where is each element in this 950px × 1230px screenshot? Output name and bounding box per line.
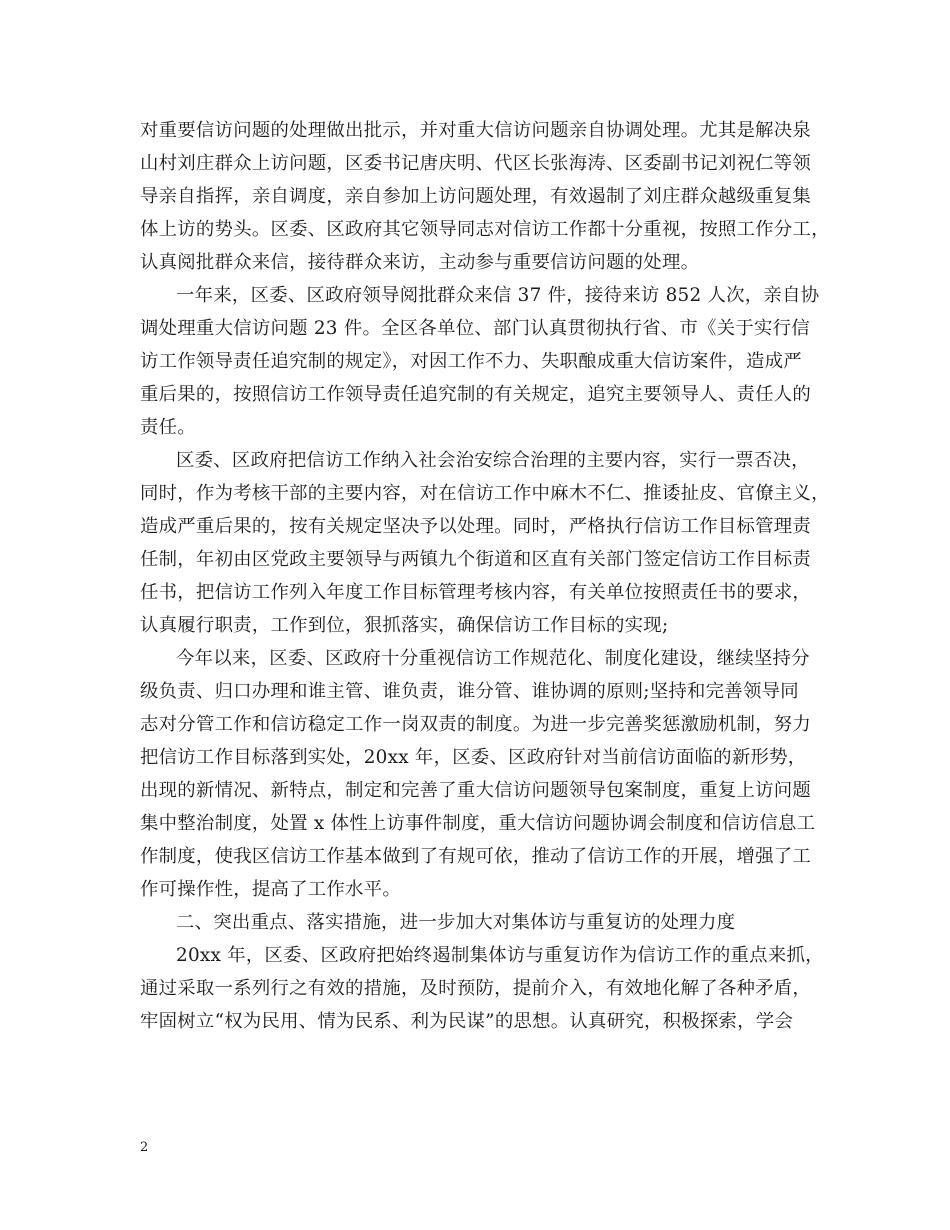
text-line: 重后果的，按照信访工作领导责任追究制的有关规定，追究主要领导人、责任人的 xyxy=(140,384,812,405)
text-line: 对重要信访问题的处理做出批示，并对重大信访问题亲自协调处理。尤其是解决泉 xyxy=(140,120,812,141)
text-line: 把信访工作目标落到实处，20xx 年，区委、区政府针对当前信访面临的新形势， xyxy=(140,747,807,768)
paragraph xyxy=(140,444,830,642)
text-line: 调处理重大信访问题 23 件。全区各单位、部门认真贯彻执行省、市《关于实行信 xyxy=(140,318,810,339)
text-line: 一年来，区委、区政府领导阅批群众来信 37 件，接待来访 852 人次，亲自协 xyxy=(176,285,820,306)
body-text xyxy=(140,114,830,1038)
text-line: 任书，把信访工作列入年度工作目标管理考核内容，有关单位按照责任书的要求， xyxy=(140,582,812,603)
text-line: 牢固树立“权为民用、情为民系、利为民谋”的思想。认真研究，积极探索，学会 xyxy=(140,1011,794,1032)
text-line: 任制，年初由区党政主要领导与两镇九个街道和区直有关部门签定信访工作目标责 xyxy=(140,549,812,570)
text-line: 访工作领导责任追究制的规定》，对因工作不力、失职酿成重大信访案件，造成严 xyxy=(140,351,802,372)
text-line: 20xx 年，区委、区政府把始终遏制集体访与重复访作为信访工作的重点来抓， xyxy=(176,945,824,966)
text-line: 作制度，使我区信访工作基本做到了有规可依，推动了信访工作的开展，增强了工 xyxy=(140,846,812,867)
text-line: 级负责、归口办理和谁主管、谁负责，谁分管、谁协调的原则;坚持和完善领导同 xyxy=(140,681,799,702)
text-line: 造成严重后果的，按有关规定坚决予以处理。同时，严格执行信访工作目标管理责 xyxy=(140,516,812,537)
text-line: 导亲自指挥，亲自调度，亲自参加上访问题处理，有效遏制了刘庄群众越级重复集 xyxy=(140,186,812,207)
text-line: 山村刘庄群众上访问题，区委书记唐庆明、代区长张海涛、区委副书记刘祝仁等领 xyxy=(140,153,812,174)
text-line: 二、突出重点、落实措施，进一步加大对集体访与重复访的处理力度 xyxy=(176,912,736,933)
text-line: 志对分管工作和信访稳定工作一岗双责的制度。为进一步完善奖惩激励机制，努力 xyxy=(140,714,812,735)
text-line: 认真阅批群众来信，接待群众来访，主动参与重要信访问题的处理。 xyxy=(140,252,700,273)
text-line: 出现的新情况、新特点，制定和完善了重大信访问题领导包案制度，重复上访问题 xyxy=(140,780,812,801)
paragraph xyxy=(140,114,830,279)
text-line: 同时，作为考核干部的主要内容，对在信访工作中麻木不仁、推诿扯皮、官僚主义， xyxy=(140,483,830,504)
text-line: 区委、区政府把信访工作纳入社会治安综合治理的主要内容，实行一票否决， xyxy=(176,450,810,471)
text-line: 今年以来，区委、区政府十分重视信访工作规范化、制度化建设，继续坚持分 xyxy=(176,648,810,669)
text-line: 作可操作性，提高了工作水平。 xyxy=(140,879,401,900)
text-line: 认真履行职责，工作到位，狠抓落实，确保信访工作目标的实现; xyxy=(140,615,669,636)
page-number: 2 xyxy=(140,1140,149,1155)
text-line: 责任。 xyxy=(140,417,196,438)
text-line: 集中整治制度，处置 x 体性上访事件制度，重大信访问题协调会制度和信访信息工 xyxy=(140,813,816,834)
text-line: 通过采取一系列行之有效的措施，及时预防，提前介入，有效地化解了各种矛盾， xyxy=(140,978,812,999)
paragraph xyxy=(140,906,815,939)
paragraph xyxy=(140,939,824,1038)
text-line: 体上访的势头。区委、区政府其它领导同志对信访工作都十分重视，按照工作分工， xyxy=(140,219,830,240)
paragraph xyxy=(140,642,815,906)
paragraph xyxy=(140,279,820,444)
